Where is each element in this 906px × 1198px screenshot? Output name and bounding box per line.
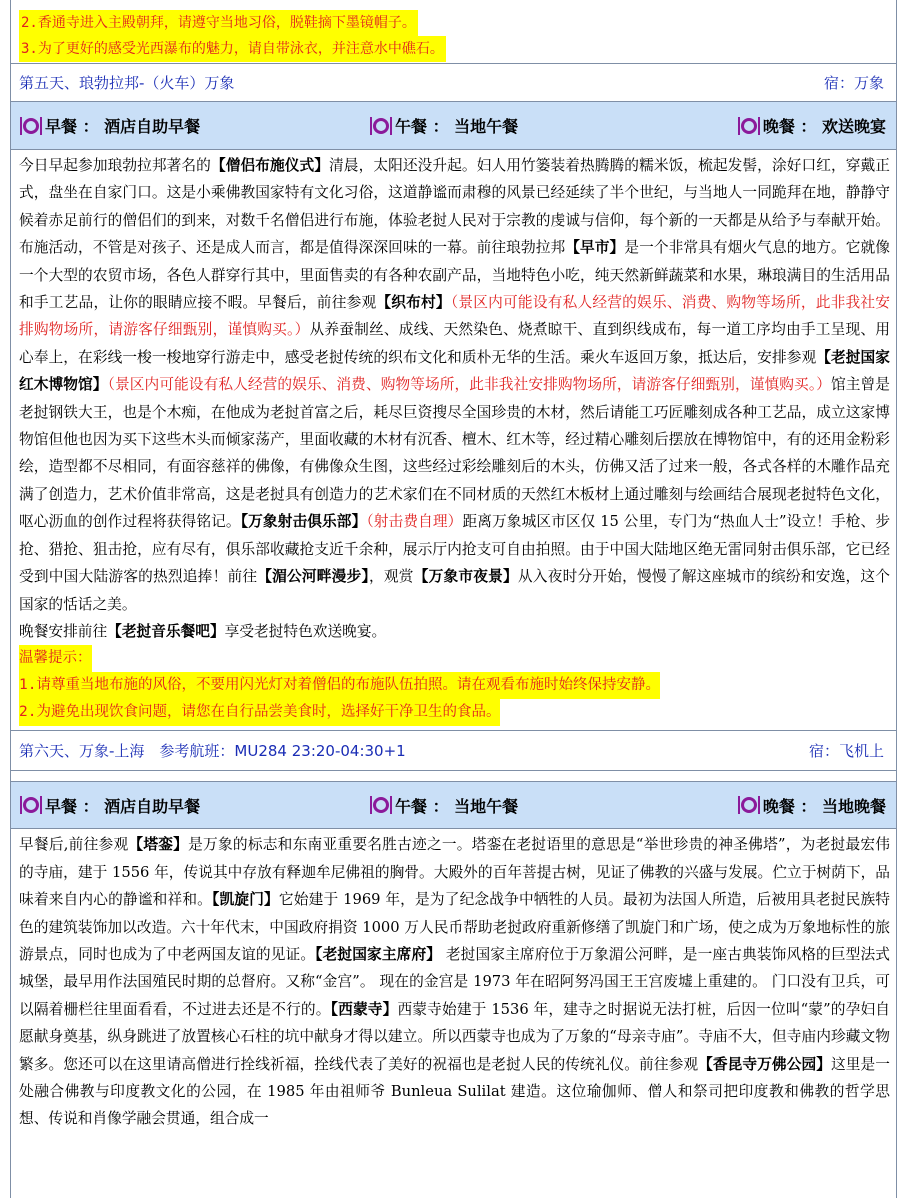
day5-body bbox=[11, 150, 896, 731]
lunch bbox=[369, 114, 699, 137]
tip-line: 2.香通寺进入主殿朝拜，请遵守当地习俗，脱鞋摘下墨镜帽子。 bbox=[19, 10, 418, 36]
day5-meals bbox=[11, 102, 896, 150]
fee-notice: （射击费自理） bbox=[366, 513, 463, 531]
plate-cutlery-icon bbox=[19, 794, 43, 816]
breakfast-label: 早餐 ： 酒店自助早餐 bbox=[45, 117, 201, 136]
lunch bbox=[369, 794, 699, 817]
dinner bbox=[699, 114, 886, 137]
attraction-name: 【塔銮】 bbox=[128, 836, 189, 854]
attraction-name: 【早市】 bbox=[565, 239, 625, 257]
dinner-label: 晚餐 ： 当地晚餐 bbox=[762, 796, 886, 816]
breakfast bbox=[19, 794, 369, 817]
day6-title: 第六天、万象-上海 参考航班：MU284 23:20-04:30+1 bbox=[19, 742, 406, 761]
tip-line: 3.为了更好的感受光西瀑布的魅力，请自带泳衣，并注意水中礁石。 bbox=[19, 36, 446, 62]
attraction-name: 【万象射击俱乐部】 bbox=[240, 513, 367, 531]
breakfast-label: 早餐 ： 酒店自助早餐 bbox=[45, 796, 201, 816]
tip-line: 2.为避免出现饮食问题，请您在自行品尝美食时，选择好干净卫生的食品。 bbox=[19, 699, 500, 726]
day6-header bbox=[11, 731, 896, 771]
day5-paragraph-2: 晚餐安排前往【老挝音乐餐吧】享受老挝特色欢送晚宴。 bbox=[19, 622, 387, 640]
attraction-name: 【僧侣布施仪式】 bbox=[210, 157, 330, 174]
day6-paragraph-1: 早餐后,前往参观【塔銮】是万象的标志和东南亚重要名胜古迹之一。塔銮在老挝语里的意思是“举世珍贵的神圣佛塔”，为老挝最宏伟的寺庙，建于 1556 年，传说其中存放有释迦牟尼佛祖的胸骨。大殿外的百年菩提古树，见证了佛教的兴盛与发展。伫立于树荫下，品味着来自内心的静谧和祥和。【凯旋门】它始建于 1969 年，是为了纪念战争中牺牲的人员。最初为法国人所造，后被用具老挝民族特色的建筑装饰加以改造。六十年代末，中国政府捐资 1000 万人民币帮助老挝政府重新修缮了凯旋门和广场，使之成为万象地标性的旅游景点，同时也成为了中老两国友谊的见证。【老挝国家主席府】 老挝国家主席府位于万象湄公河畔，是一座古典装饰风格的巨型法式城堡，最早用作法国殖民时期的总督府。又称“金宫”。 现在的金宫是 1973 年在昭阿努冯国王王宫废墟上重建的。 门口没有卫兵，可以隔着栅栏往里面看看，不过进去还是不行的。【西蒙寺】西蒙寺始建于 1536 年，建寺之时据说无法打桩，后因一位叫“蒙”的孕妇自愿献身奠基，纵身跳进了放置核心石柱的坑中献身才得以建立。所以西蒙寺也成为了万象的“母亲寺庙”。寺庙不大，但寺庙内珍藏文物繁多。您还可以在这里请高僧进行拴线祈福，拴线代表了美好的祝福也是老挝人民的传统礼仪。前往参观【香昆寺万佛公园】这里是一处融合佛教与印度教文化的公园，在 1985 年由祖师爷 Bunleua Sulilat 建造。这位瑜伽师、僧人和祭司把印度教和佛教的哲学思想、传说和肖像学融会贯通，组合成一 bbox=[19, 836, 890, 1128]
day6-meals bbox=[11, 781, 896, 829]
attraction-name: 【老挝音乐餐吧】 bbox=[107, 622, 225, 640]
tips-title: 温馨提示： bbox=[19, 645, 92, 672]
plate-cutlery-icon bbox=[369, 115, 393, 137]
day6-body bbox=[11, 829, 896, 1132]
attraction-name: 【凯旋门】 bbox=[212, 891, 279, 909]
plate-cutlery-icon bbox=[19, 115, 43, 137]
day5-title: 第五天、琅勃拉邦-（火车）万象 bbox=[19, 74, 235, 92]
breakfast bbox=[19, 114, 369, 137]
shopping-notice: （景区内可能设有私人经营的娱乐、消费、购物等场所，此非我社安排购物场所，请游客仔细甄别，谨慎购买。） bbox=[19, 294, 890, 339]
lunch-label: 午餐 ： 当地午餐 bbox=[395, 117, 519, 136]
shopping-notice: （景区内可能设有私人经营的娱乐、消费、购物等场所，此非我社安排购物场所，请游客仔细甄别，谨慎购买。） bbox=[107, 376, 831, 394]
attraction-name: 【老挝国家主席府】 bbox=[315, 945, 442, 963]
day5-header bbox=[11, 64, 896, 102]
plate-cutlery-icon bbox=[369, 794, 393, 816]
attraction-name: 【西蒙寺】 bbox=[330, 1000, 398, 1018]
dinner-label: 晚餐 ： 欢送晚宴 bbox=[762, 117, 886, 136]
day5-lodging: 宿：万象 bbox=[823, 74, 884, 92]
dinner bbox=[699, 794, 886, 817]
lunch-label: 午餐 ： 当地午餐 bbox=[395, 796, 519, 816]
attraction-name: 【织布村】 bbox=[376, 294, 451, 312]
previous-tips bbox=[11, 0, 896, 64]
plate-cutlery-icon bbox=[737, 794, 761, 816]
attraction-name: 【老挝国家红木博物馆】 bbox=[19, 348, 890, 394]
plate-cutlery-icon bbox=[737, 115, 761, 137]
day6-lodging: 宿：飞机上 bbox=[808, 742, 884, 761]
attraction-name: 【湄公河畔漫步】 bbox=[257, 568, 370, 586]
itinerary-document bbox=[10, 0, 897, 1198]
attraction-name: 【万象市夜景】 bbox=[413, 568, 518, 586]
attraction-name: 【香昆寺万佛公园】 bbox=[698, 1055, 831, 1073]
day5-paragraph-1: 今日早起参加琅勃拉邦著名的【僧侣布施仪式】清晨，太阳还没升起。妇人用竹篓装着热腾腾的糯米饭，梳起发髻，涂好口红，穿戴正式，盘坐在自家门口。这是小乘佛教国家特有文化习俗，这道静谧而肃穆的风景已经延续了半个世纪，与当地人一同跪拜在地，静静守候着赤足前行的僧侣们的到来，对数千名僧侣进行布施，体验老挝人民对于宗教的虔诚与信仰，每个新的一天都是从给予与奉献开始。布施活动，不管是对孩子、还是成人而言，都是值得深深回味的一幕。前往琅勃拉邦【早市】是一个非常具有烟火气息的地方。它就像一个大型的农贸市场，各色人群穿行其中，里面售卖的有各种农副产品，当地特色小吃，纯天然新鲜蔬菜和水果，琳琅满目的生活用品和手工艺品，让你的眼睛应接不暇。早餐后，前往参观【织布村】（景区内可能设有私人经营的娱乐、消费、购物等场所，此非我社安排购物场所，请游客仔细甄别，谨慎购买。）从养蚕制丝、成线、天然染色、烧煮晾干、直到织线成布，每一道工序均由手工呈现、用心奉上，在彩线一梭一梭地穿行游走中，感受老挝传统的织布文化和质朴无华的生活。乘火车返回万象，抵达后，安排参观【老挝国家红木博物馆】（景区内可能设有私人经营的娱乐、消费、购物等场所，此非我社安排购物场所，请游客仔细甄别，谨慎购买。）馆主曾是老挝钢铁大王，也是个木痴，在他成为老挝首富之后，耗尽巨资搜尽全国珍贵的木材，然后请能工巧匠雕刻成各种工艺品，成立这家博物馆但他也因为买下这些木头而倾家荡产，里面收藏的木材有沉香、檀木、红木等，经过精心雕刻后摆放在博物馆中，有的还用金粉彩绘，造型都不尽相同，有面容慈祥的佛像，有佛像众生图，这些经过彩绘雕刻后的木头，仿佛又活了过来一般，各式各样的木雕作品充满了创造力，艺术价值非常高，这是老挝具有创造力的艺术家们在不同材质的天然红木板材上通过雕刻与绘画结合展现老挝特色文化，呕心沥血的创作过程将获得铭记。【万象射击俱乐部】（射击费自理）距离万象城区市区仅 15 公里，专门为“热血人士”设立！手枪、步抢、猎抢、狙击抢，应有尽有，俱乐部收藏抢支近千余种，展示厅内抢支可自由拍照。由于中国大陆地区绝无雷同射击俱乐部，它已经受到中国大陆游客的热烈追捧！前往【湄公河畔漫步】，观赏【万象市夜景】从入夜时分开始，慢慢了解这座城市的缤纷和安逸，这个国家的恬话之美。 bbox=[19, 157, 891, 613]
tip-line: 1.请尊重当地布施的风俗，不要用闪光灯对着僧侣的布施队伍拍照。请在观看布施时始终保持安静。 bbox=[19, 672, 660, 699]
